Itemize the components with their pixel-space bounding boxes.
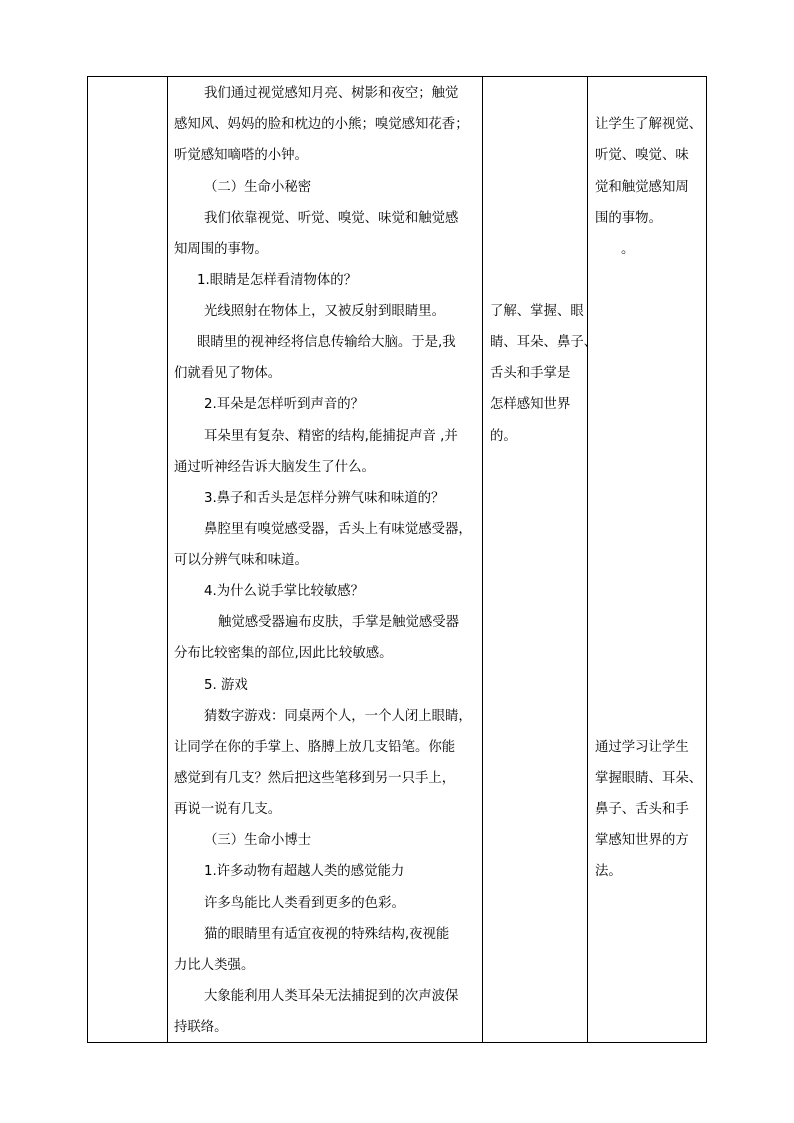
content-line: 大象能利用人类耳朵无法捕捉到的次声波保 xyxy=(204,989,459,1004)
content-line: 分布比较密集的部位,因此比较敏感。 xyxy=(174,646,393,661)
content-line: 可以分辨气味和味道。 xyxy=(174,553,308,568)
goal-line: 睛、耳朵、鼻子、 xyxy=(490,335,598,350)
goal-line: 了解、掌握、眼 xyxy=(490,304,584,319)
intent-line: 鼻子、舌头和手 xyxy=(595,802,689,817)
empty-cell xyxy=(88,77,167,1042)
intent-line: 法。 xyxy=(595,864,622,879)
intent-line: 掌感知世界的方 xyxy=(595,833,689,848)
section-heading: （二）生命小秘密 xyxy=(204,180,312,195)
content-line: 感觉到有几支？然后把这些笔移到另一只手上， xyxy=(174,771,456,786)
content-line: 力比人类强。 xyxy=(174,958,255,973)
question-heading: 1.眼睛是怎样看清物体的？ xyxy=(197,273,358,288)
content-line: 耳朵里有复杂、精密的结构,能捕捉声音 ,并 xyxy=(204,429,458,444)
goal-line: 的。 xyxy=(490,429,517,444)
content-line: 猜数字游戏：同桌两个人，一个人闭上眼睛， xyxy=(204,709,472,724)
section-heading: （三）生命小博士 xyxy=(204,833,312,848)
question-heading: 2.耳朵是怎样听到声音的？ xyxy=(204,397,365,412)
content-line: 触觉感受器遍布皮肤，手掌是触觉感受器 xyxy=(218,615,460,630)
content-line: 许多鸟能比人类看到更多的色彩。 xyxy=(204,896,405,911)
learning-goals-cell xyxy=(483,77,598,1042)
content-line: 让同学在你的手掌上、胳膊上放几支铅笔。你能 xyxy=(174,740,456,755)
content-line: 眼睛里的视神经将信息传输给大脑。于是,我 xyxy=(197,335,456,350)
content-line: 光线照射在物体上，又被反射到眼睛里。 xyxy=(204,304,446,319)
content-line: 感知风、妈妈的脸和枕边的小熊；嗅觉感知花香； xyxy=(174,117,469,132)
intent-line: 掌握眼睛、耳朵、 xyxy=(595,771,703,786)
question-heading: 4.为什么说手掌比较敏感？ xyxy=(204,584,365,599)
content-line: 鼻腔里有嗅觉感受器，舌头上有味觉感受器， xyxy=(204,522,472,537)
content-line: 再说一说有几支。 xyxy=(174,802,282,817)
intent-line: 听觉、嗅觉、味 xyxy=(595,148,689,163)
activity-heading: 5. 游戏 xyxy=(204,678,248,693)
intent-line: 围的事物。 xyxy=(595,211,662,226)
intent-line: 。 xyxy=(621,242,635,257)
teaching-content-cell xyxy=(168,77,482,1042)
content-line: 猫的眼睛里有适宜夜视的特殊结构,夜视能 xyxy=(204,927,450,942)
question-heading: 1.许多动物有超越人类的感觉能力 xyxy=(204,864,405,879)
content-line: 听觉感知嘀嗒的小钟。 xyxy=(174,148,308,163)
intent-line: 觉和触觉感知周 xyxy=(595,180,689,195)
design-intent-cell xyxy=(588,77,706,1042)
content-line: 我们通过视觉感知月亮、树影和夜空；触觉 xyxy=(204,86,459,101)
lesson-plan-table xyxy=(87,76,707,1043)
intent-line: 让学生了解视觉、 xyxy=(595,117,703,132)
question-heading: 3.鼻子和舌头是怎样分辨气味和味道的？ xyxy=(204,491,445,506)
intent-line: 通过学习让学生 xyxy=(595,740,689,755)
content-line: 们就看见了物体。 xyxy=(174,366,282,381)
content-line: 我们依靠视觉、听觉、嗅觉、味觉和触觉感 xyxy=(204,211,459,226)
content-line: 通过听神经告诉大脑发生了什么。 xyxy=(174,460,375,475)
goal-line: 怎样感知世界 xyxy=(490,397,571,412)
content-line: 知周围的事物。 xyxy=(174,242,268,257)
content-line: 持联络。 xyxy=(174,1020,228,1035)
goal-line: 舌头和手掌是 xyxy=(490,366,571,381)
